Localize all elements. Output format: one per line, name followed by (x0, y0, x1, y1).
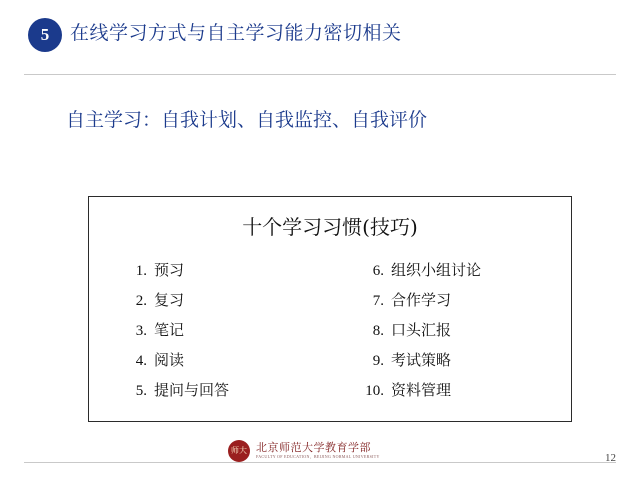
list-item-number: 5. (135, 383, 147, 399)
list-item-label: 提问与回答 (154, 381, 230, 399)
list-item (117, 319, 330, 341)
list-item (117, 289, 330, 311)
logo-english-name: FACULTY OF EDUCATION，BEIJING NORMAL UNIVERSITY (256, 454, 380, 460)
list-column-left (89, 259, 330, 409)
content-box (88, 196, 572, 422)
list-item (354, 379, 571, 401)
list-item-number: 1. (135, 263, 147, 279)
list-item-label: 合作学习 (391, 291, 452, 309)
list-item-number: 2. (135, 293, 147, 309)
slide-header (0, 0, 640, 72)
list-item-label: 预习 (154, 261, 185, 279)
header-divider (24, 74, 616, 75)
list-item-label: 复习 (154, 291, 185, 309)
content-box-title: 十个学习习惯(技巧) (242, 215, 418, 239)
list-item (117, 349, 330, 371)
list-item-label: 组织小组讨论 (391, 261, 482, 279)
list-item-label: 阅读 (154, 351, 185, 369)
list-item-number: 4. (135, 353, 147, 369)
content-columns (89, 259, 571, 409)
university-logo (228, 440, 380, 462)
logo-chinese-name: 北京师范大学教育学部 (256, 441, 371, 455)
list-item (117, 259, 330, 281)
slide-number-badge: 5 (28, 18, 62, 52)
seal-icon: 师大 (228, 440, 250, 462)
list-item-number: 9. (372, 353, 384, 369)
list-item-number: 3. (135, 323, 147, 339)
list-item-number: 8. (372, 323, 384, 339)
footer-divider (24, 462, 616, 463)
list-item-label: 笔记 (154, 321, 185, 339)
list-item-label: 资料管理 (391, 381, 452, 399)
list-item (354, 259, 571, 281)
list-item (354, 289, 571, 311)
list-item-label: 考试策略 (391, 351, 452, 369)
list-item (354, 319, 571, 341)
page-title: 在线学习方式与自主学习能力密切相关 (70, 22, 402, 44)
list-item-label: 口头汇报 (391, 321, 452, 339)
list-item (117, 379, 330, 401)
logo-text-block (256, 442, 380, 460)
list-item-number: 6. (372, 263, 384, 279)
list-item-number: 10. (365, 383, 384, 399)
list-column-right (330, 259, 571, 409)
list-item-number: 7. (372, 293, 384, 309)
list-item (354, 349, 571, 371)
page-number: 12 (605, 452, 616, 464)
slide-subtitle: 自主学习：自我计划、自我监控、自我评价 (66, 109, 428, 131)
